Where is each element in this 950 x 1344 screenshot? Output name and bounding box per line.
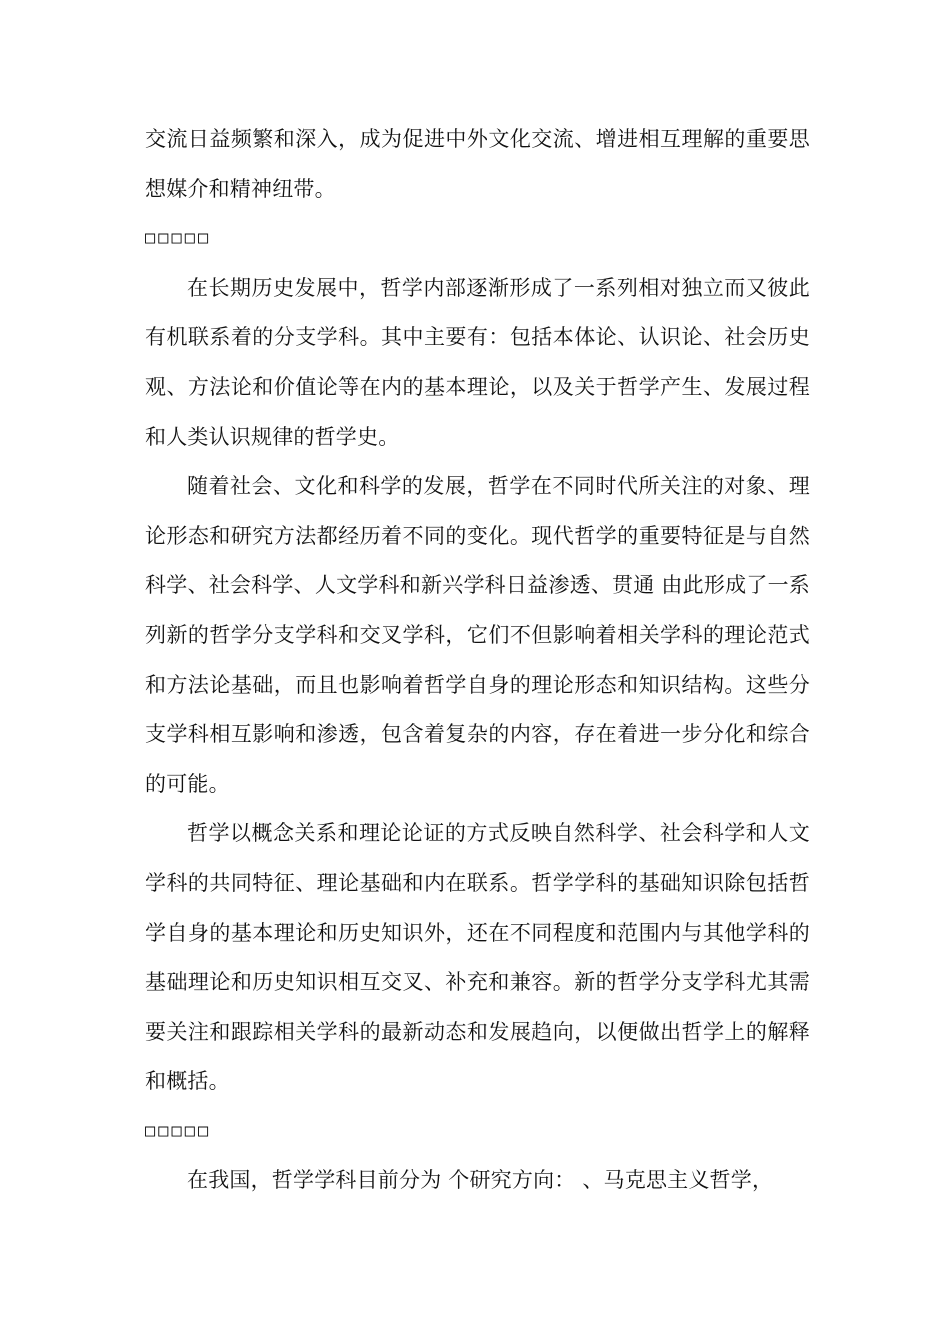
paragraph-foundational-knowledge: 哲学以概念关系和理论论证的方式反映自然科学、社会科学和人文学科的共同特征、理论基础和内在联系。哲学学科的基础知识除包括哲学自身的基本理论和历史知识外，还在不同程度和范围内与其他学科的基础理论和历史知识相互交叉、补充和兼容。新的哲学分支学科尤其需要关注和跟踪相关学科的最新动态和发展趋向，以便做出哲学上的解释和概括。 — [145, 821, 810, 1094]
section-heading-missing-glyphs: □□□□□ — [145, 228, 212, 249]
paragraph-modern-philosophy: 随着社会、文化和科学的发展，哲学在不同时代所关注的对象、理论形态和研究方法都经历着不同的变化。现代哲学的重要特征是与自然科学、社会科学、人文学科和新兴学科日益渗透、贯通 由此形成了一系列新的哲学分支学科和交叉学科，它们不但影响着相关学科的理论范式和方法论基础，而且也影响着哲学自身的理论形态和知识结构。这些分支学科相互影响和渗透，包含着复杂的内容，存在着进一步分化和综合的可能。 — [145, 474, 810, 796]
paragraph-research-directions: 在我国，哲学学科目前分为 个研究方向： 、马克思主义哲学， — [187, 1168, 774, 1193]
section-heading-missing-glyphs-2: □□□□□ — [145, 1120, 212, 1141]
document-body — [145, 115, 810, 1206]
paragraph-branch-disciplines: 在长期历史发展中，哲学内部逐渐形成了一系列相对独立而又彼此有机联系着的分支学科。其中主要有：包括本体论、认识论、社会历史观、方法论和价值论等在内的基本理论，以及关于哲学产生、发展过程和人类认识规律的哲学史。 — [145, 275, 810, 449]
paragraph-continuation: 交流日益频繁和深入，成为促进中外文化交流、增进相互理解的重要思想媒介和精神纽带。 — [145, 127, 810, 201]
